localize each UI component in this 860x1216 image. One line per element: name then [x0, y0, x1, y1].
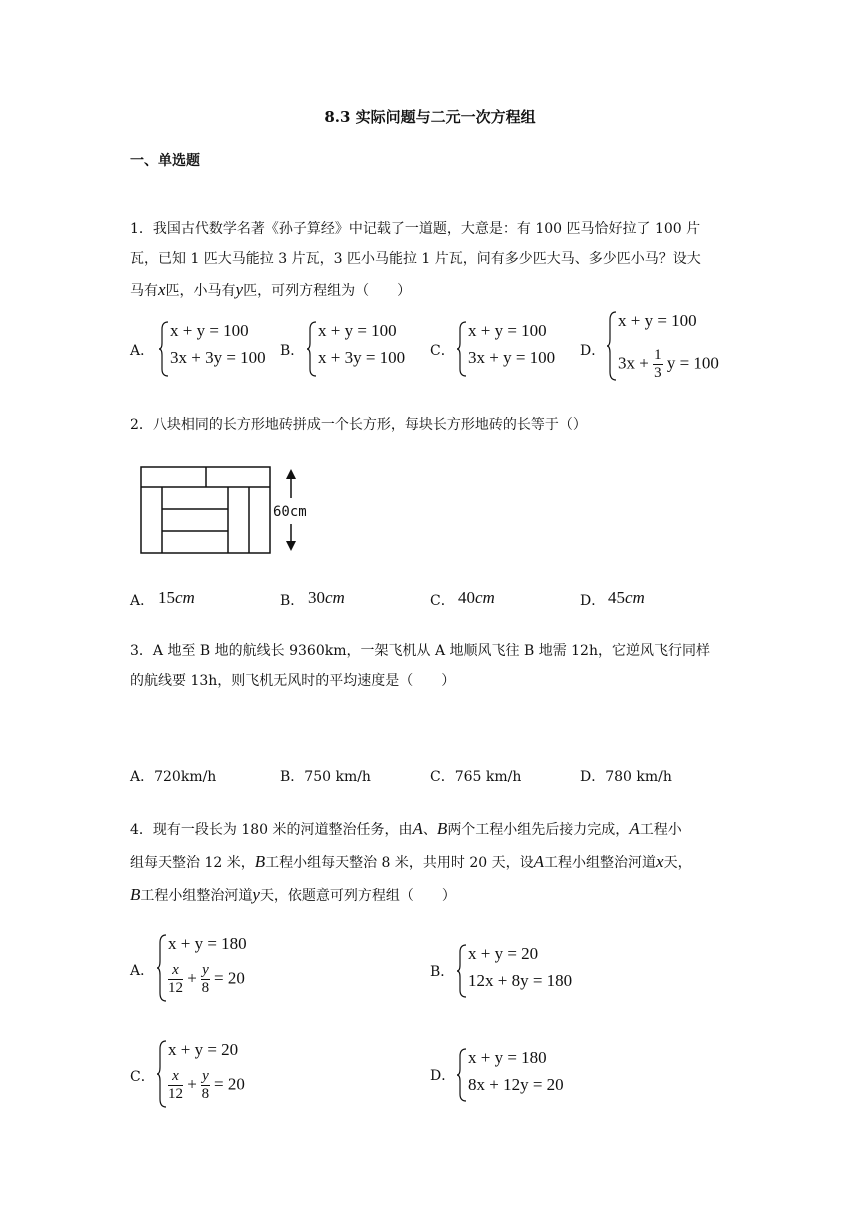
brace-icon — [156, 1040, 168, 1108]
fraction — [201, 962, 210, 997]
fraction-numerator: x — [168, 1068, 183, 1086]
q4c-eq-2: $\frac{x}{12}$ + $\frac{y}{8}$ = 20 — [168, 1068, 245, 1102]
unit: cm — [175, 588, 195, 607]
q1c-eq-1: x + y = 100 — [468, 321, 547, 340]
fraction — [653, 347, 663, 382]
q3-option-d: D．780 km/h — [580, 769, 672, 785]
option-value: 45 — [608, 588, 625, 607]
q4a-eq-1: x + y = 180 — [168, 934, 247, 953]
brace-icon — [456, 1048, 468, 1102]
q1-text: 匹，小马有 — [165, 283, 236, 299]
q1a-eq-1: x + y = 100 — [170, 321, 249, 340]
q4-text: 工程小组整治河道 — [140, 888, 253, 904]
fraction — [168, 1068, 183, 1103]
q3-option-a: A．720km/h — [130, 769, 217, 785]
q4-text: 组每天整治 12 米， — [130, 855, 255, 871]
var-a: A — [533, 852, 545, 871]
fraction-numerator: x — [168, 962, 183, 980]
q1a-eq-2: 3x + 3y = 100 — [170, 348, 266, 367]
fraction-denominator: 8 — [201, 980, 210, 996]
var-a: A — [412, 819, 423, 838]
unit: cm — [325, 588, 345, 607]
fraction — [201, 1068, 210, 1103]
q4c-eq-1: x + y = 20 — [168, 1040, 239, 1059]
q1d-eq-2-part: 3x + — [618, 353, 649, 373]
option-label-d: D． — [580, 343, 606, 359]
q4-text: 工程小 — [639, 822, 682, 838]
var-x: x — [656, 852, 664, 871]
tile-figure — [140, 466, 320, 556]
option-label-c: C． — [430, 343, 455, 359]
q1-options — [130, 311, 750, 387]
q4-text: 天， — [663, 855, 692, 871]
option-label-b: B． — [280, 593, 305, 609]
unit: cm — [625, 588, 645, 607]
equation-rhs: = 20 — [214, 968, 245, 988]
q4-text: 、 — [422, 822, 437, 838]
arrow-up-icon — [286, 469, 296, 479]
q1d-eq-2 — [618, 347, 719, 382]
option-label-a: A． — [130, 343, 155, 359]
q2-option-a — [158, 588, 195, 608]
q4-text: 工程小组整治河道 — [544, 855, 657, 871]
fraction-numerator: 1 — [654, 347, 662, 363]
q1-line-1: 1．我国古代数学名著《孙子算经》中记载了一道题，大意是：有 100 匹马恰好拉了 100 片 — [130, 221, 701, 237]
var-x: x — [158, 280, 166, 299]
q4b-eq-2: 12x + 8y = 180 — [468, 971, 573, 990]
brace-icon — [158, 321, 170, 377]
var-a: A — [629, 819, 640, 838]
q4-text: 工程小组每天整治 8 米，共用时 20 天，设 — [265, 855, 534, 871]
q4-text: 天，依题意可列方程组（ ） — [259, 888, 456, 904]
q1b-eq-1: x + y = 100 — [318, 321, 397, 340]
q4-option-d — [430, 1048, 720, 1108]
q3-options — [130, 766, 730, 788]
q4-line-2 — [130, 846, 730, 879]
brace-icon — [456, 321, 468, 377]
q4-text: 两个工程小组先后接力完成， — [447, 822, 630, 838]
option-label-d: D． — [580, 593, 606, 609]
q4-line-3 — [130, 879, 730, 912]
option-label-d: D． — [430, 1068, 456, 1084]
q4-option-b — [430, 944, 720, 1004]
section-heading: 一、单选题 — [130, 153, 200, 169]
q4-option-c — [130, 1040, 420, 1110]
question-2: 2．八块相同的长方形地砖拼成一个长方形，每块长方形地砖的长等于（） — [130, 417, 587, 433]
q1-line-3 — [130, 274, 411, 307]
q3-line-2: 的航线要 13h，则飞机无风时的平均速度是（ ） — [130, 673, 456, 689]
fraction-numerator: y — [202, 962, 209, 978]
var-b: B — [130, 885, 141, 904]
fraction-denominator: 3 — [654, 365, 662, 381]
brace-icon — [606, 311, 618, 381]
option-label-c: C． — [130, 1069, 155, 1085]
option-label-b: B． — [280, 343, 305, 359]
page-title: 8.3 实际问题与二元一次方程组 — [324, 108, 536, 126]
brace-icon — [306, 321, 318, 377]
brace-icon — [156, 934, 168, 1002]
var-b: B — [436, 819, 448, 838]
q4a-eq-2: $\frac{x}{12}$ + $\frac{y}{8}$ = 20 — [168, 962, 245, 996]
q4-line-1 — [130, 813, 730, 846]
q3-option-b: B．750 km/h — [280, 769, 371, 785]
option-label-a: A． — [130, 963, 155, 979]
fraction-denominator: 12 — [168, 980, 183, 996]
var-b: B — [254, 852, 266, 871]
q1d-eq-1: x + y = 100 — [618, 311, 697, 330]
q1-text: 马有 — [130, 283, 158, 299]
q1b-eq-2: x + 3y = 100 — [318, 348, 406, 367]
q2-option-d — [608, 588, 645, 608]
option-value: 30 — [308, 588, 325, 607]
q4-option-a — [130, 934, 420, 1004]
q4d-eq-1: x + y = 180 — [468, 1048, 547, 1067]
fraction-denominator: 8 — [201, 1086, 210, 1102]
option-label-c: C． — [430, 593, 455, 609]
var-y: y — [252, 885, 260, 904]
unit: cm — [475, 588, 495, 607]
fraction — [168, 962, 183, 997]
figure-dimension-label: 60cm — [273, 504, 307, 520]
option-value: 40 — [458, 588, 475, 607]
q4b-eq-1: x + y = 20 — [468, 944, 539, 963]
option-label-a: A． — [130, 593, 155, 609]
brace-icon — [456, 944, 468, 998]
q3-option-c: C．765 km/h — [430, 769, 522, 785]
equation-rhs: = 20 — [214, 1074, 245, 1094]
q2-options — [130, 588, 730, 612]
q1-line-2: 瓦，已知 1 匹大马能拉 3 片瓦，3 匹小马能拉 1 片瓦，问有多少匹大马、多少匹小马？设大 — [130, 251, 701, 267]
q2-option-b — [308, 588, 345, 608]
option-label-b: B． — [430, 964, 455, 980]
var-y: y — [235, 280, 244, 299]
q2-option-c — [458, 588, 495, 608]
q1c-eq-2: 3x + y = 100 — [468, 348, 556, 367]
q1-text: 匹，可列方程组为（ ） — [243, 283, 412, 299]
arrow-down-icon — [286, 541, 296, 551]
q3-line-1: 3．A 地至 B 地的航线长 9360km，一架飞机从 A 地顺风飞往 B 地需 12h，它逆风飞行同样 — [130, 643, 710, 659]
q1d-eq-2-part: y = 100 — [666, 353, 719, 373]
q4d-eq-2: 8x + 12y = 20 — [468, 1075, 564, 1094]
fraction-numerator: y — [202, 1068, 209, 1084]
option-value: 15 — [158, 588, 175, 607]
q4-text: 4．现有一段长为 180 米的河道整治任务，由 — [130, 822, 413, 838]
fraction-denominator: 12 — [168, 1086, 183, 1102]
